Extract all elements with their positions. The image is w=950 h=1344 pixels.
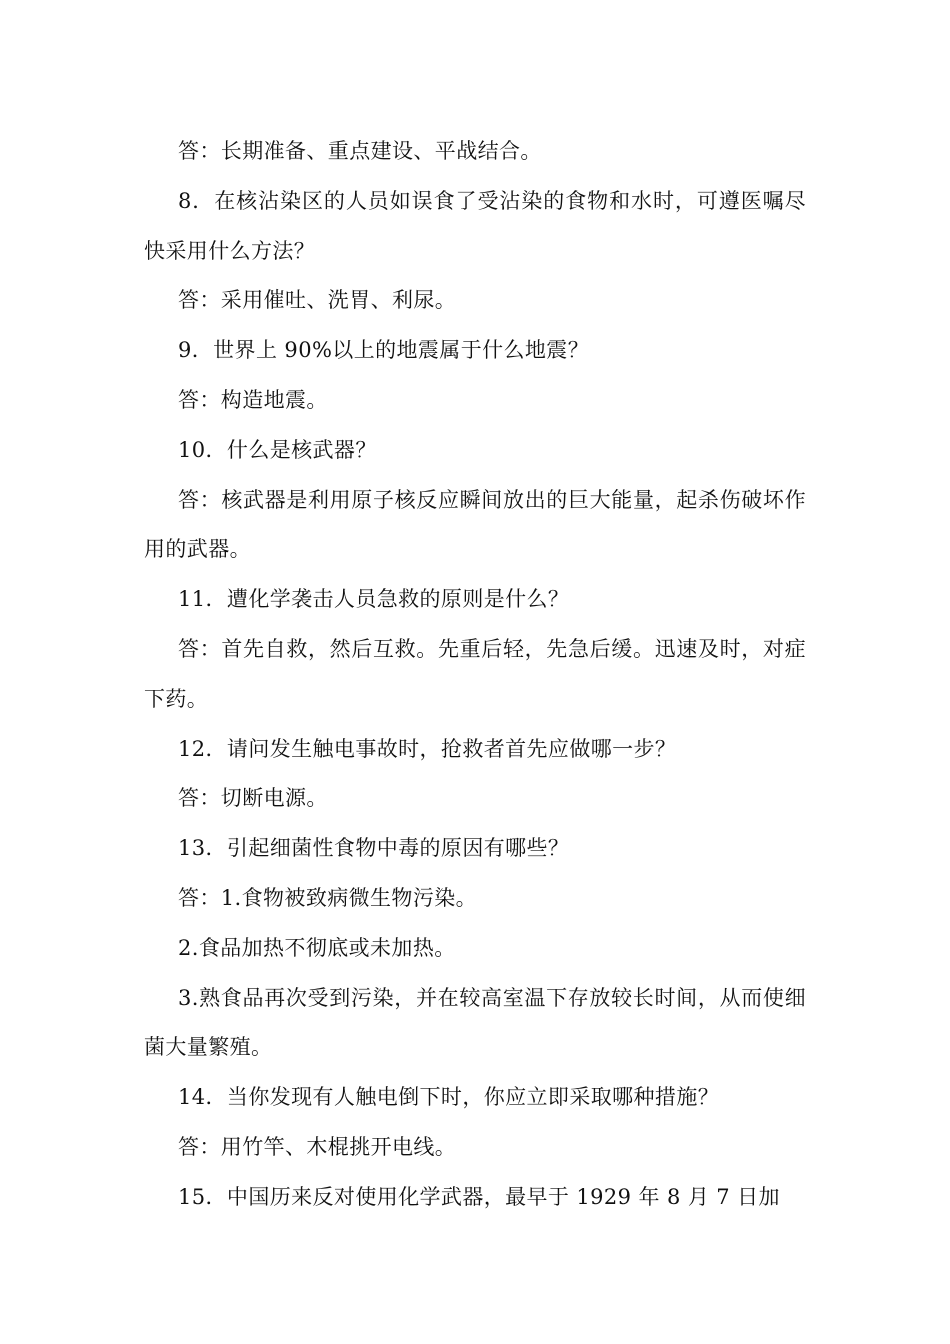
question-12: 12．请问发生触电事故时，抢救者首先应做哪一步？ [178, 736, 677, 761]
question-9: 9．世界上 90%以上的地震属于什么地震？ [178, 338, 590, 363]
question-14: 14．当你发现有人触电倒下时，你应立即采取哪种措施？ [178, 1085, 720, 1110]
answer-13-item-3: 3.熟食品再次受到污染，并在较高室温下存放较长时间，从而使细菌大量繁殖。 [144, 985, 806, 1060]
question-11: 11．遭化学袭击人员急救的原则是什么？ [178, 587, 570, 612]
answer-13-item-1: 答：1.食物被致病微生物污染。 [178, 885, 478, 910]
answer-8: 答：采用催吐、洗胃、利尿。 [178, 288, 457, 313]
answer-14: 答：用竹竿、木棍挑开电线。 [178, 1134, 457, 1159]
answer-11: 答：首先自救，然后互救。先重后轻，先急后缓。迅速及时，对症下药。 [144, 636, 806, 711]
answer-7: 答：长期准备、重点建设、平战结合。 [178, 139, 542, 163]
question-10: 10．什么是核武器？ [178, 437, 377, 462]
answer-12: 答：切断电源。 [178, 786, 328, 811]
document-body [144, 127, 806, 1223]
answer-10: 答：核武器是利用原子核反应瞬间放出的巨大能量，起杀伤破坏作用的武器。 [144, 487, 806, 562]
question-15: 15．中国历来反对使用化学武器，最早于 1929 年 8 月 7 日加 [178, 1184, 780, 1209]
answer-13-item-2: 2.食品加热不彻底或未加热。 [178, 935, 456, 960]
answer-9: 答：构造地震。 [178, 387, 328, 412]
question-8: 8．在核沾染区的人员如误食了受沾染的食物和水时，可遵医嘱尽快采用什么方法？ [144, 188, 806, 263]
question-13: 13．引起细菌性食物中毒的原因有哪些？ [178, 836, 570, 861]
